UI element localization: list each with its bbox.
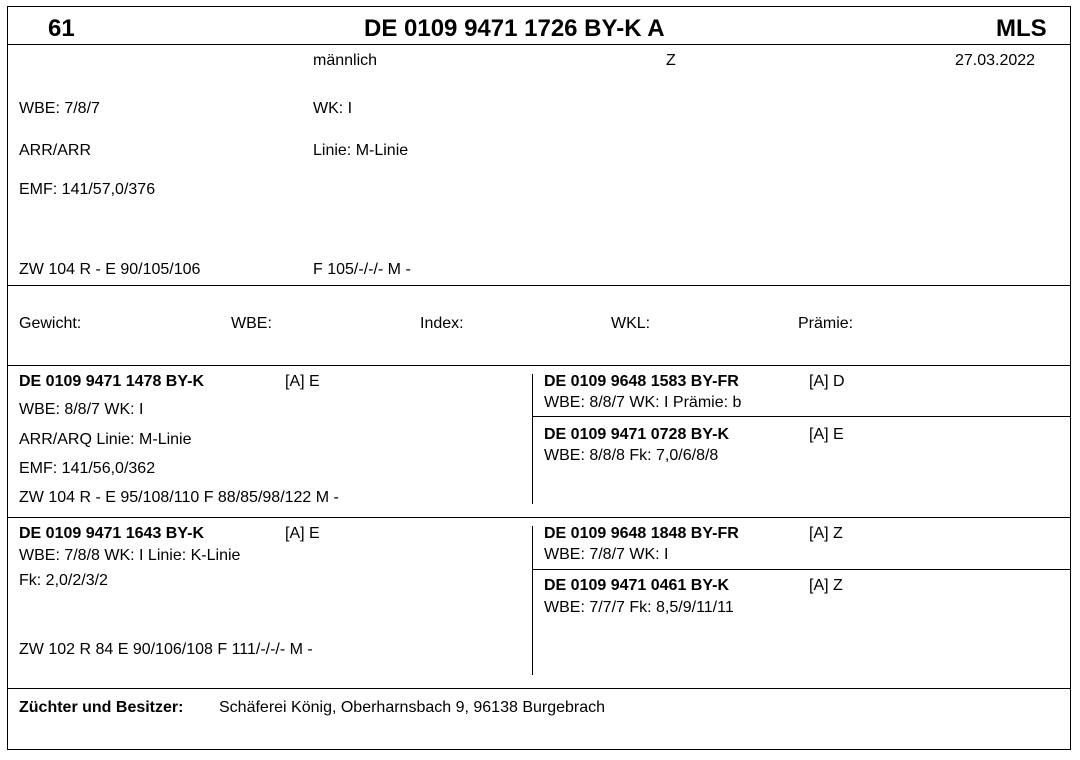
divider-sire-grandparents — [532, 416, 1071, 417]
label-praemie: Prämie: — [798, 315, 854, 332]
divider-pedigree-bottom — [7, 688, 1071, 689]
divider-animal — [7, 285, 1071, 286]
sire-dam-line-1: WBE: 8/8/8 Fk: 7,0/6/8/8 — [544, 447, 719, 464]
animal-f: F 105/-/-/- M - — [313, 261, 411, 278]
sire-tag: DE 0109 9471 1478 BY-K — [19, 373, 205, 390]
sire-sire-line-1: WBE: 8/8/7 WK: I Prämie: b — [544, 394, 742, 411]
catalog-number: 61 — [48, 15, 75, 42]
animal-arr: ARR/ARR — [19, 142, 92, 159]
sire-flag: [A] E — [285, 373, 320, 390]
dam-line-3: ZW 102 R 84 E 90/106/108 F 111/-/-/- M - — [19, 641, 313, 658]
divider-pedigree-middle — [7, 517, 1071, 518]
breeder-value: Schäferei König, Oberharnsbach 9, 96138 Burgebrach — [219, 699, 606, 716]
divider-dam-grandparents — [532, 569, 1071, 570]
animal-zw: ZW 104 R - E 90/105/106 — [19, 261, 201, 278]
label-wkl: WKL: — [611, 315, 651, 332]
dam-flag: [A] E — [285, 525, 320, 542]
dam-dam-tag: DE 0109 9471 0461 BY-K — [544, 577, 730, 594]
breed-code: MLS — [996, 15, 1047, 42]
sire-line-1: WBE: 8/8/7 WK: I — [19, 401, 144, 418]
sire-line-4: ZW 104 R - E 95/108/110 F 88/85/98/122 M - — [19, 489, 339, 506]
animal-emf: EMF: 141/57,0/376 — [19, 181, 156, 198]
animal-linie: Linie: M-Linie — [313, 142, 409, 159]
dam-sire-line-1: WBE: 7/8/7 WK: I — [544, 546, 669, 563]
dam-dam-line-1: WBE: 7/7/7 Fk: 8,5/9/11/11 — [544, 599, 734, 616]
dam-dam-flag: [A] Z — [809, 577, 843, 594]
sire-line-2: ARR/ARQ Linie: M-Linie — [19, 431, 192, 448]
sire-dam-flag: [A] E — [809, 426, 844, 443]
label-wbe: WBE: — [231, 315, 272, 332]
divider-evaluation — [7, 365, 1071, 366]
dam-line-2: Fk: 2,0/2/3/2 — [19, 572, 108, 589]
ear-tag-title: DE 0109 9471 1726 BY-K A — [364, 15, 665, 42]
label-gewicht: Gewicht: — [19, 315, 82, 332]
sire-line-3: EMF: 141/56,0/362 — [19, 460, 156, 477]
sex: männlich — [313, 52, 378, 69]
birth-date: 27.03.2022 — [955, 52, 1036, 69]
label-index: Index: — [420, 315, 464, 332]
animal-code: Z — [666, 52, 676, 69]
sire-sire-tag: DE 0109 9648 1583 BY-FR — [544, 373, 739, 390]
sire-dam-tag: DE 0109 9471 0728 BY-K — [544, 426, 730, 443]
divider-header — [7, 44, 1071, 45]
animal-wk: WK: I — [313, 100, 353, 117]
dam-sire-tag: DE 0109 9648 1848 BY-FR — [544, 525, 739, 542]
animal-wbe: WBE: 7/8/7 — [19, 100, 100, 117]
sire-sire-flag: [A] D — [809, 373, 845, 390]
dam-sire-flag: [A] Z — [809, 525, 843, 542]
divider-sire-column — [532, 374, 533, 504]
dam-tag: DE 0109 9471 1643 BY-K — [19, 525, 205, 542]
divider-dam-column — [532, 526, 533, 675]
dam-line-1: WBE: 7/8/8 WK: I Linie: K-Linie — [19, 547, 241, 564]
breeder-label: Züchter und Besitzer: — [19, 699, 184, 716]
